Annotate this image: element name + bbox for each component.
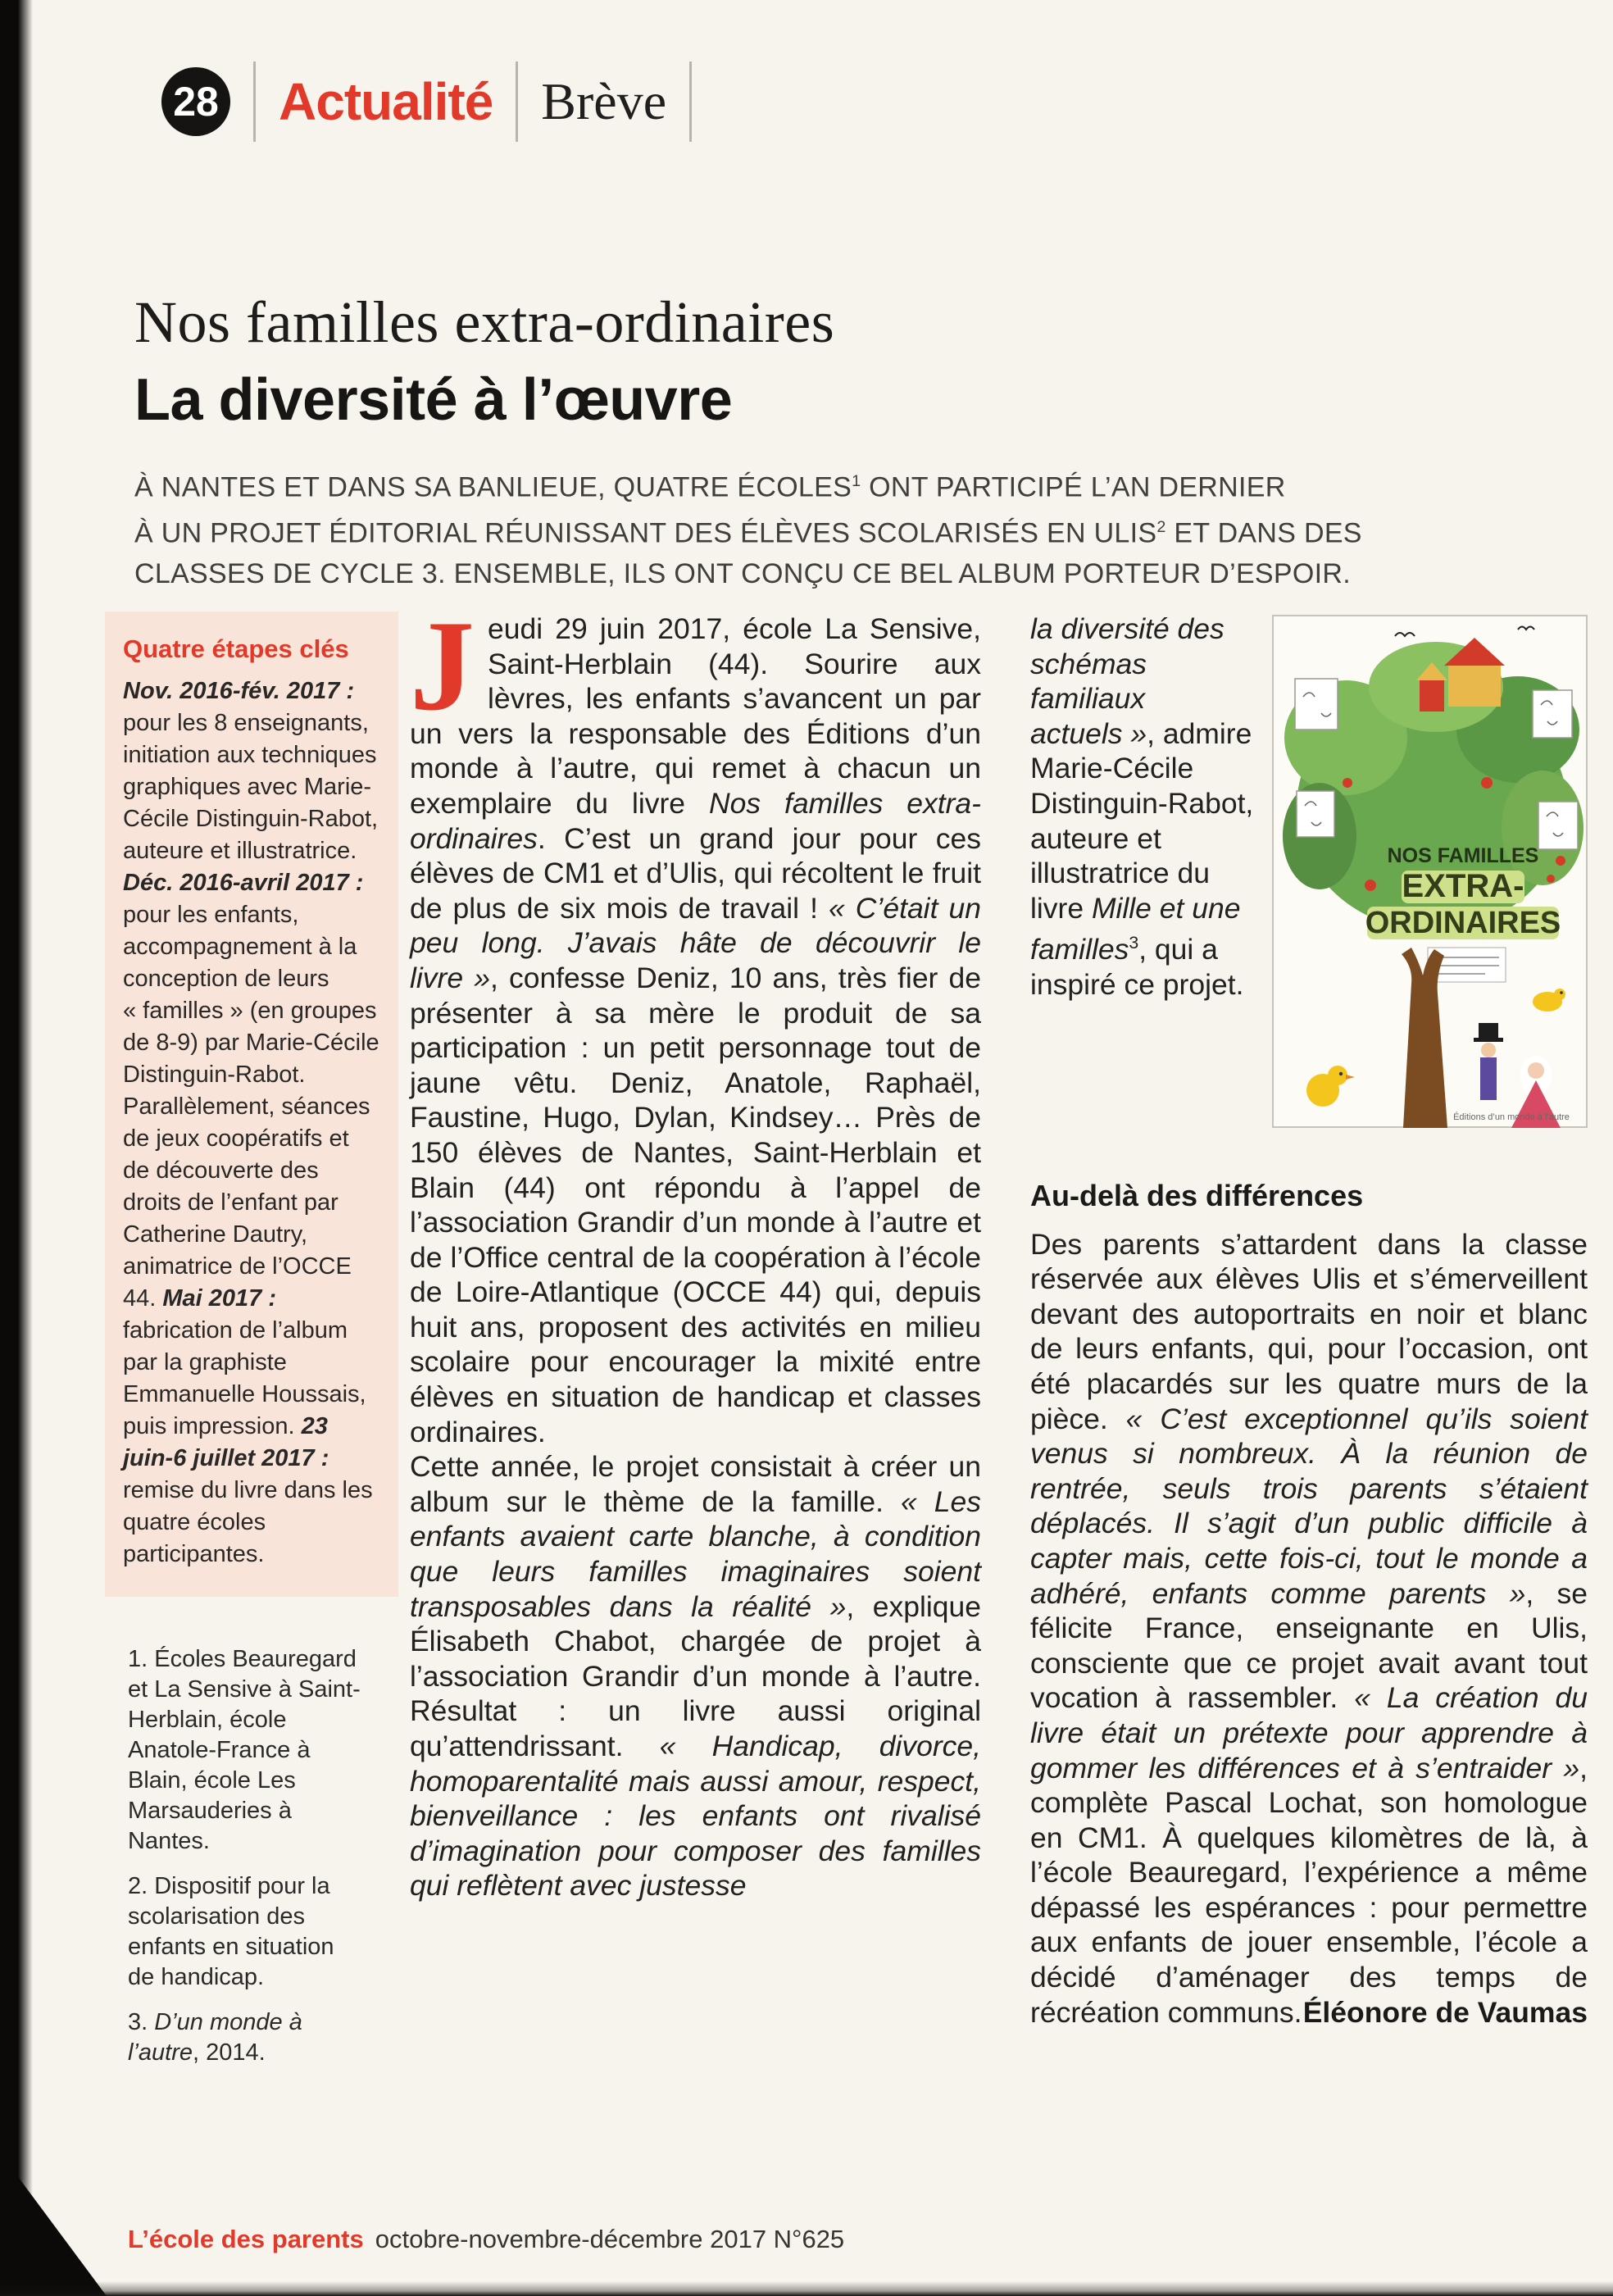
title-block — [134, 289, 1479, 594]
issue-info: octobre-novembre-décembre 2017 N°625 — [375, 2225, 845, 2253]
article-column-right — [1030, 612, 1588, 2030]
key-steps-title: Quatre étapes clés — [123, 634, 349, 663]
page-number: 28 — [173, 79, 219, 125]
section-label: Actualité — [279, 72, 493, 131]
footnote-3: 3. D’un monde à l’autre, 2014. — [128, 2009, 302, 2066]
article-column-main — [410, 594, 981, 1903]
header-divider — [689, 61, 692, 142]
subsection-label: Brève — [541, 72, 667, 130]
publisher-imprint: Éditions d’un monde à l’autre — [1453, 1112, 1570, 1122]
book-cover — [1272, 615, 1588, 1128]
cover-title-top: NOS FAMILLES — [1387, 844, 1539, 867]
book-cover-illustration — [1272, 615, 1588, 1128]
article-paragraph: la diversité des schémas familiaux actuels », admire Marie-Cécile Distinguin-Rabot, auteure et illustratrice du livre Mille et une familles$^3$, qui a inspiré ce projet. — [1030, 612, 1254, 1001]
magazine-name: L’école des parents — [128, 2225, 364, 2253]
section-heading: Au-delà des différences — [1030, 1179, 1364, 1212]
page-number-badge — [161, 67, 230, 136]
header-divider — [516, 61, 518, 142]
footnote-1: 1. Écoles Beauregard et La Sensive à Saint-Herblain, école Anatole-France à Blain, école Les Marsauderies à Nantes. — [128, 1646, 361, 1854]
drop-cap: J — [410, 594, 475, 738]
scan-edge-bottom — [0, 2281, 1613, 2296]
article-subtitle: La diversité à l’œuvre — [134, 367, 733, 433]
cover-title-bottom: ORDINAIRES — [1365, 906, 1561, 940]
footnote-2: 2. Dispositif pour la scolarisation des enfants en situation de handicap. — [128, 1873, 334, 1990]
article-title: Nos familles extra-ordinaires — [134, 289, 835, 355]
article-paragraph — [410, 594, 981, 1449]
page-header — [161, 59, 692, 144]
scan-edge-left — [0, 0, 33, 2296]
article-paragraph: Des parents s’attardent dans la classe réservée aux élèves Ulis et s’émerveillent devant des autoportraits en noir et blanc de leurs enfants, qui, pour l’occasion, ont été placardés sur les quatre murs de la pièce. « C’est exceptionnel qu’ils soient venus si nombreux. À la réunion de rentrée, seuls trois parents s’étaient déplacés. Il s’agit d’un public difficile à capter mais, cette fois-ci, tout le monde a adhéré, enfants comme parents », se félicite France, enseignante en Ulis, consciente que ce projet avait avant tout vocation à rassembler. « La création du livre était un prétexte pour apprendre à gommer les différences et à s’entraider », complète Pascal Lochat, son homologue en CM1. À quelques kilomètres de là, à l’école Beauregard, l’expérience a même dépassé les espérances : pour permettre aux enfants de jouer ensemble, l’école a décidé d’aménager des temps de récréation communs. — [1030, 1227, 1588, 2029]
key-steps-body: Nov. 2016-fév. 2017 : pour les 8 enseignants, initiation aux techniques graphiques avec Marie-Cécile Distinguin-Rabot, auteure et illustratrice. Déc. 2016-avril 2017 : pour les enfants, accompagnement à la conception de leurs « familles » (en groupes de 8-9) par Marie-Cécile Distinguin-Rabot. Parallèlement, séances de jeux coopératifs et de découverte des droits de l’enfant par Catherine Dautry, animatrice de l’OCCE 44. Mai 2017 : fabrication de l’album par la graphiste Emmanuelle Houssais, puis impression. 23 juin-6 juillet 2017 : remise du livre dans les quatre écoles participantes. — [123, 678, 379, 1567]
paragraph-text: eudi 29 juin 2017, école La Sensive, Saint-Herblain (44). Sourire aux lèvres, les enfants s’avancent un par un vers la responsable des Éditions d’un monde à l’autre, qui remet à chacun un exemplaire du livre Nos familles extra-ordinaires. C’est un grand jour pour ces élèves de CM1 et d’Ulis, qui récoltent le fruit de plus de six mois de travail ! « C’était un peu long. J’avais hâte de découvrir le livre », confesse Deniz, 10 ans, très fier de présenter à sa mère le produit de sa participation : un petit personnage tout de jaune vêtu. Deniz, Anatole, Raphaël, Faustine, Hugo, Dylan, Kindsey… Près de 150 élèves de Nantes, Saint-Herblain et Blain (44) ont répondu à l’appel de l’association Grandir d’un monde à l’autre et de l’Office central de la coopération à l’école de Loire-Atlantique (OCCE 44) qui, depuis huit ans, proposent des activités en milieu scolaire pour encourager la mixité entre élèves en situation de handicap et classes ordinaires. — [410, 612, 981, 1448]
article-paragraph: Cette année, le projet consistait à créer un album sur le thème de la famille. « Les enfants avaient carte blanche, à condition que leurs familles imaginaires soient transposables dans la réalité », explique Élisabeth Chabot, chargée de projet à l’association Grandir d’un monde à l’autre. Résultat : un livre aussi original qu’attendrissant. « Handicap, divorce, homoparentalité mais aussi amour, respect, bienveillance : les enfants ont rivalisé d’imagination pour composer des familles qui reflètent avec justesse — [410, 1450, 981, 1903]
page-footer — [128, 2225, 844, 2254]
footnotes — [105, 1644, 366, 2068]
standfirst: À NANTES ET DANS SA BANLIEUE, QUATRE ÉCOLES$^1$ ONT PARTICIPÉ L’AN DERNIER À UN PROJET ÉDITORIAL RÉUNISSANT DES ÉLÈVES SCOLARISÉS EN ULIS$^2$ ET DANS DES CLASSES DE CYCLE 3. ENSEMBLE, ILS ONT CONÇU CE BEL ALBUM PORTEUR D’ESPOIR. — [134, 471, 1362, 589]
scan-edge-corner — [0, 2153, 107, 2296]
key-steps-box — [105, 612, 398, 1597]
cover-title-mid: EXTRA- — [1402, 868, 1524, 904]
left-column — [105, 612, 398, 2083]
byline: Éléonore de Vaumas — [1302, 1995, 1588, 2029]
header-divider — [253, 61, 256, 142]
